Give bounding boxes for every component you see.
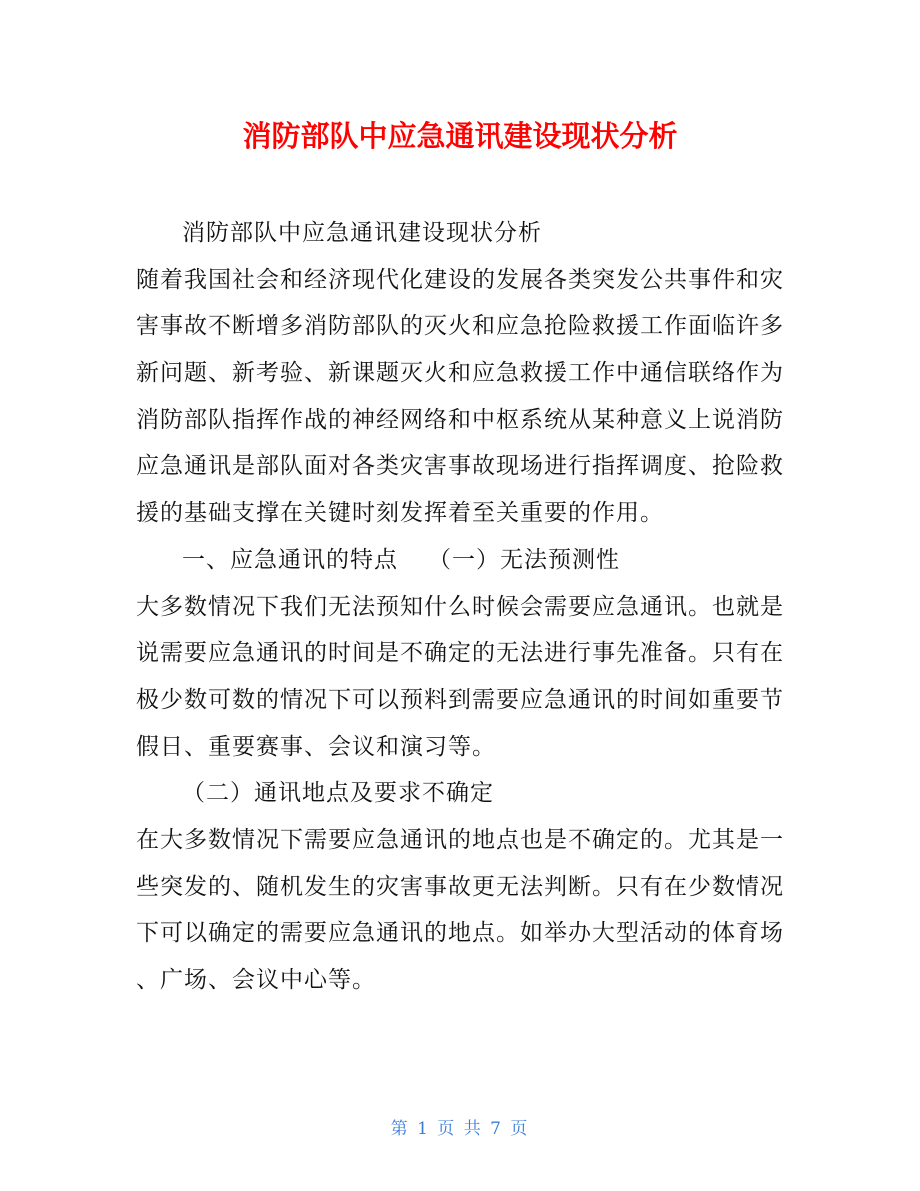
paragraph-line: 些突发的、随机发生的灾害事故更无法判断。只有在少数情况: [136, 873, 784, 900]
paragraph-line: 说需要应急通讯的时间是不确定的无法进行事先准备。只有在: [136, 640, 784, 667]
paragraph-line: 消防部队指挥作战的神经网络和中枢系统从某种意义上说消防: [136, 406, 784, 433]
section-heading-line: [136, 537, 786, 584]
document-title: 消防部队中应急通讯建设现状分析: [242, 119, 678, 153]
subsection-heading: （一）无法预测性: [428, 546, 620, 573]
paragraph-line: 大多数情况下我们无法预知什么时候会需要应急通讯。也就是: [136, 593, 784, 620]
paragraph-line: 随着我国社会和经济现代化建设的发展各类突发公共事件和灾: [136, 266, 784, 293]
subtitle-line: 消防部队中应急通讯建设现状分析: [182, 220, 542, 246]
page-number-footer: 第 1 页 共 7 页: [390, 1119, 530, 1139]
paragraph-line: 极少数可数的情况下可以预料到需要应急通讯的时间如重要节: [136, 686, 784, 713]
section-heading: 一、应急通讯的特点: [182, 546, 398, 573]
paragraph-line: 援的基础支撑在关键时刻发挥着至关重要的作用。: [136, 500, 664, 527]
paragraph-line: 假日、重要赛事、会议和演习等。: [136, 733, 496, 760]
paragraph-line: 、广场、会议中心等。: [136, 967, 376, 993]
document-body: [136, 210, 786, 1004]
paragraph-line: 下可以确定的需要应急通讯的地点。如举办大型活动的体育场: [136, 920, 784, 947]
paragraph-line: 应急通讯是部队面对各类灾害事故现场进行指挥调度、抢险救: [136, 453, 784, 480]
subsection-heading: （二）通讯地点及要求不确定: [182, 780, 494, 807]
paragraph-line: 新问题、新考验、新课题灭火和应急救援工作中通信联络作为: [136, 360, 784, 387]
paragraph-line: 在大多数情况下需要应急通讯的地点也是不确定的。尤其是一: [136, 826, 784, 853]
paragraph-line: 害事故不断增多消防部队的灭火和应急抢险救援工作面临许多: [136, 313, 784, 340]
